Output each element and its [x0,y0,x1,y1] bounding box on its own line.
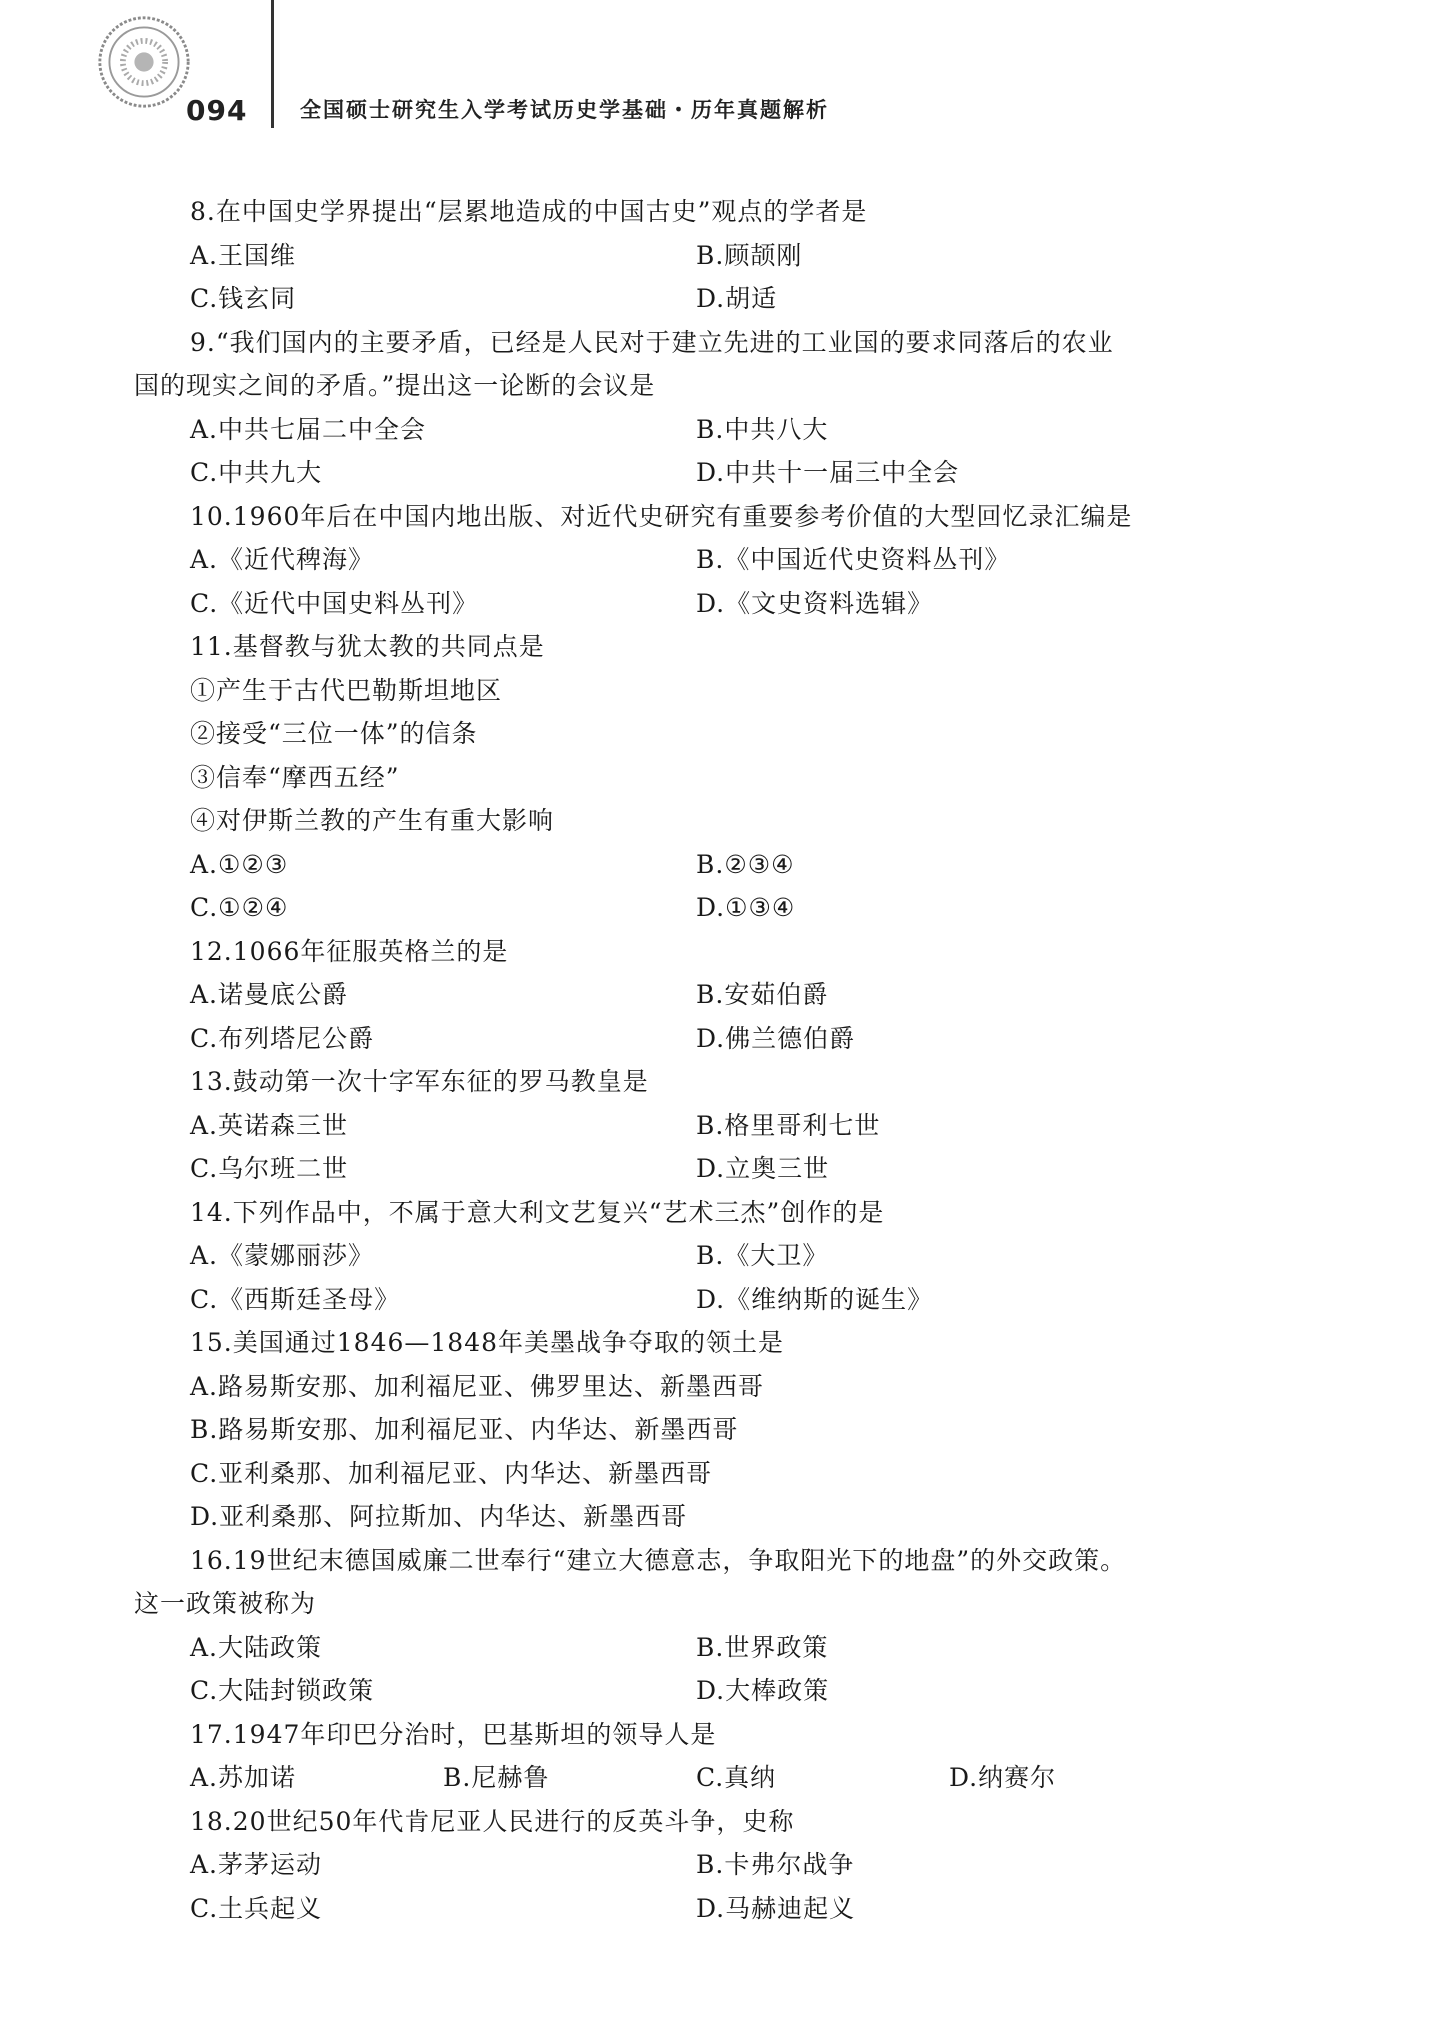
question-item [190,1713,1310,1800]
question-stem-line: 11.基督教与犹太教的共同点是 [190,632,545,661]
running-title: 全国硕士研究生入学考试历史学基础・历年真题解析 [300,98,829,122]
option-row [190,1887,1310,1931]
page-number: 094 [186,94,248,127]
answer-option: A.《近代稗海》 [190,545,375,574]
answer-option: C.中共九大 [190,458,323,487]
answer-option: B.中共八大 [696,414,829,444]
answer-option: A.苏加诺 [190,1763,297,1792]
answer-option: D.佛兰德伯爵 [696,1023,856,1053]
option-row [190,234,1310,278]
question-statement: ④对伊斯兰教的产生有重大影响 [190,806,555,835]
answer-option: C.《近代中国史料丛刊》 [190,588,479,618]
question-stem-line: 9.“我们国内的主要矛盾，已经是人民对于建立先进的工业国的要求同落后的农业 [190,327,1114,357]
question-item [190,930,1310,1061]
option-row [190,1756,1310,1800]
answer-option: C.大陆封锁政策 [190,1676,375,1705]
answer-option: C.乌尔班二世 [190,1154,349,1183]
answer-option: B.顾颉刚 [696,240,803,270]
option-row [190,408,1310,452]
answer-option: B.路易斯安那、加利福尼亚、内华达、新墨西哥 [190,1415,739,1444]
answer-option: B.②③④ [696,849,795,879]
option-row [190,538,1310,582]
library-stamp-icon [96,14,192,110]
answer-option: A.①②③ [190,849,289,879]
option-row [190,1147,1310,1191]
option-row [190,1408,1310,1452]
question-item [190,190,1310,321]
option-row [190,1669,1310,1713]
option-row [190,843,1310,887]
answer-option: B.《中国近代史资料丛刊》 [696,545,1011,574]
answer-option: C.①②④ [190,893,289,922]
answer-option: C.《西斯廷圣母》 [190,1284,401,1314]
question-statement: ③信奉“摩西五经” [190,762,400,792]
answer-option: B.《大卫》 [696,1241,829,1270]
question-stem-line: 18.20世纪50年代肯尼亚人民进行的反英斗争，史称 [190,1806,795,1836]
option-row [190,1234,1310,1278]
header-divider [271,0,274,128]
answer-option: C.土兵起义 [190,1893,323,1923]
answer-option: D.大棒政策 [696,1676,830,1705]
answer-option: B.卡弗尔战争 [696,1850,855,1879]
answer-option: D.亚利桑那、阿拉斯加、内华达、新墨西哥 [190,1502,688,1531]
question-item [134,1539,1310,1713]
question-stem-line: 17.1947年印巴分治时，巴基斯坦的领导人是 [190,1719,717,1749]
answer-option: D.《维纳斯的诞生》 [696,1284,934,1314]
question-stem-line: 这一政策被称为 [134,1589,317,1618]
option-row [190,886,1310,930]
option-row [190,1626,1310,1670]
answer-option: C.布列塔尼公爵 [190,1023,375,1053]
answer-option: D.中共十一届三中全会 [696,458,960,487]
answer-option: D.《文史资料选辑》 [696,588,934,618]
question-statement: ②接受“三位一体”的信条 [190,719,478,748]
question-stem-line: 国的现实之间的矛盾。”提出这一论断的会议是 [134,371,656,400]
question-stem-line: 15.美国通过1846—1848年美墨战争夺取的领土是 [190,1328,785,1357]
question-stem-line: 16.19世纪末德国威廉二世奉行“建立大德意志，争取阳光下的地盘”的外交政策。 [190,1545,1127,1575]
answer-option: C.真纳 [696,1763,777,1792]
answer-option: A.茅茅运动 [190,1850,323,1879]
question-statement: ①产生于古代巴勒斯坦地区 [190,675,503,705]
answer-option: A.大陆政策 [190,1632,323,1662]
answer-option: C.亚利桑那、加利福尼亚、内华达、新墨西哥 [190,1458,713,1488]
question-stem-line: 10.1960年后在中国内地出版、对近代史研究有重要参考价值的大型回忆录汇编是 [190,501,1133,531]
answer-option: B.安茹伯爵 [696,980,829,1009]
answer-option: D.马赫迪起义 [696,1893,856,1923]
answer-option: A.诺曼底公爵 [190,980,349,1009]
answer-option: B.格里哥利七世 [696,1110,881,1140]
question-item [190,495,1310,626]
option-row [190,451,1310,495]
answer-option: B.尼赫鲁 [443,1763,550,1792]
question-item [190,1800,1310,1931]
option-row [190,582,1310,626]
option-row [190,1365,1310,1409]
question-stem-line: 12.1066年征服英格兰的是 [190,936,509,966]
question-item [190,625,1310,930]
answer-option: D.纳赛尔 [949,1763,1057,1792]
answer-option: A.《蒙娜丽莎》 [190,1241,375,1270]
answer-option: D.立奥三世 [696,1154,830,1183]
option-row [190,1104,1310,1148]
answer-option: A.王国维 [190,240,297,270]
question-stem-line: 8.在中国史学界提出“层累地造成的中国古史”观点的学者是 [190,197,868,226]
question-item [190,1060,1310,1191]
option-row [190,1452,1310,1496]
answer-option: A.中共七届二中全会 [190,414,427,444]
question-item [190,1321,1310,1539]
answer-option: D.胡适 [696,284,778,313]
option-row [190,1017,1310,1061]
page-header [0,0,1434,140]
answer-option: A.路易斯安那、加利福尼亚、佛罗里达、新墨西哥 [190,1371,765,1401]
option-row [190,1278,1310,1322]
option-row [190,973,1310,1017]
question-item [190,1191,1310,1322]
answer-option: B.世界政策 [696,1632,829,1662]
question-stem-line: 13.鼓动第一次十字军东征的罗马教皇是 [190,1067,649,1096]
option-row [190,1843,1310,1887]
question-item [134,321,1310,495]
question-stem-line: 14.下列作品中，不属于意大利文艺复兴“艺术三杰”创作的是 [190,1197,885,1227]
answer-option: D.①③④ [696,893,796,922]
answer-option: A.英诺森三世 [190,1110,349,1140]
option-row [190,277,1310,321]
question-list [134,190,1310,1930]
option-row [190,1495,1310,1539]
answer-option: C.钱玄同 [190,284,297,313]
